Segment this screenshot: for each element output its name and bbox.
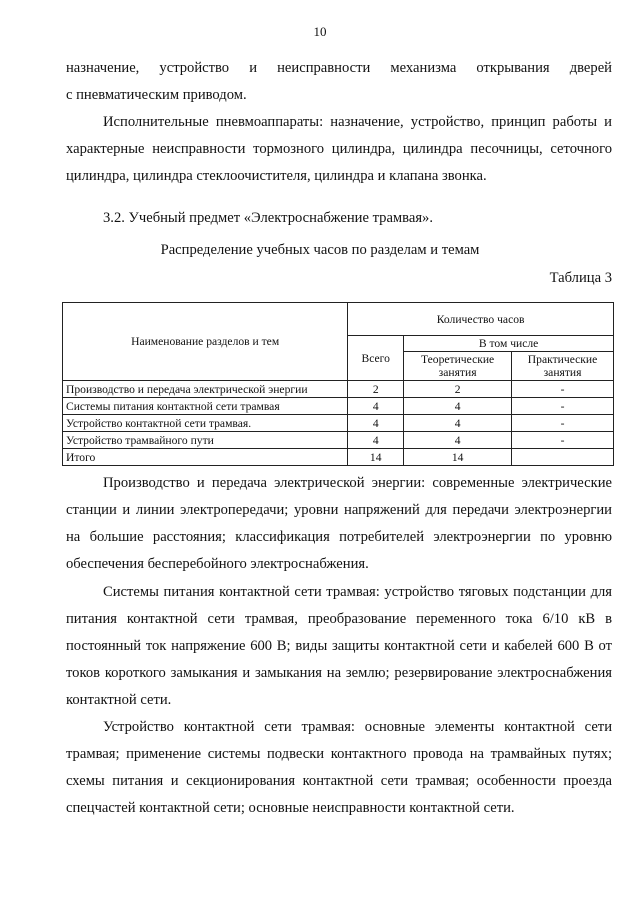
row-practice: - <box>512 381 614 398</box>
table-row <box>63 415 614 432</box>
row-theory: 4 <box>404 432 512 449</box>
table-row-total <box>63 449 614 466</box>
header-name: Наименование разделов и тем <box>63 303 348 381</box>
page-number: 10 <box>313 24 327 39</box>
row-name: Системы питания контактной сети трамвая <box>63 398 348 415</box>
row-theory: 2 <box>404 381 512 398</box>
header-hours: Количество часов <box>348 303 614 336</box>
table-row <box>63 381 614 398</box>
hours-table <box>62 302 614 466</box>
header-including: В том числе <box>404 336 614 352</box>
row-total: 4 <box>348 398 404 415</box>
row-theory: 14 <box>404 449 512 466</box>
row-name: Устройство трамвайного пути <box>63 432 348 449</box>
table-label: Таблица 3 <box>549 270 612 286</box>
row-total: 4 <box>348 432 404 449</box>
paragraph-1-line-1: назначение, устройство и неисправности механизма открывания дверей <box>66 60 612 76</box>
header-theory: Теоретические занятия <box>404 352 512 381</box>
row-total: 14 <box>348 449 404 466</box>
header-total: Всего <box>348 336 404 381</box>
table-caption: Распределение учебных часов по разделам и темам <box>160 242 480 258</box>
row-theory: 4 <box>404 398 512 415</box>
row-name: Итого <box>63 449 348 466</box>
row-total: 2 <box>348 381 404 398</box>
row-total: 4 <box>348 415 404 432</box>
row-name: Производство и передача электрической энергии <box>63 381 348 398</box>
paragraph-5: Устройство контактной сети трамвая: основные элементы контактной сети трамвая; применение системы подвески контактного провода на трамвайных путях; схемы питания и секционирования контактной сети трамвая; особенности проезда спецчастей контактной сети; основные неисправности контактной сети. <box>66 719 612 816</box>
row-practice: - <box>512 432 614 449</box>
table-row <box>63 432 614 449</box>
row-practice: - <box>512 398 614 415</box>
row-practice: - <box>512 415 614 432</box>
paragraph-3: Производство и передача электрической энергии: современные электрические станции и линии электропередачи; уровни напряжений для передачи электроэнергии на большие расстояния; классификация потребителей электроэнергии по уровню обеспечения бесперебойного электроснабжения. <box>66 475 612 572</box>
section-heading: 3.2. Учебный предмет «Электроснабжение трамвая». <box>103 210 433 226</box>
paragraph-4: Системы питания контактной сети трамвая: устройство тяговых подстанции для питания контактной сети трамвая, преобразование переменного тока 6/10 кВ в постоянный ток напряжение 600 В; виды защиты контактной сети и кабелей 600 В от токов короткого замыкания и замыкания на землю; резервирование электроснабжения контактной сети. <box>66 584 612 708</box>
row-name: Устройство контактной сети трамвая. <box>63 415 348 432</box>
header-practice: Практические занятия <box>512 352 614 381</box>
row-practice <box>512 449 614 466</box>
paragraph-2: Исполнительные пневмоаппараты: назначение, устройство, принцип работы и характерные неисправности тормозного цилиндра, цилиндра песочницы, сеточного цилиндра, цилиндра стеклоочистителя, цилиндра и клапана звонка. <box>66 114 612 184</box>
table-row <box>63 398 614 415</box>
paragraph-1-line-2: с пневматическим приводом. <box>66 87 247 103</box>
row-theory: 4 <box>404 415 512 432</box>
